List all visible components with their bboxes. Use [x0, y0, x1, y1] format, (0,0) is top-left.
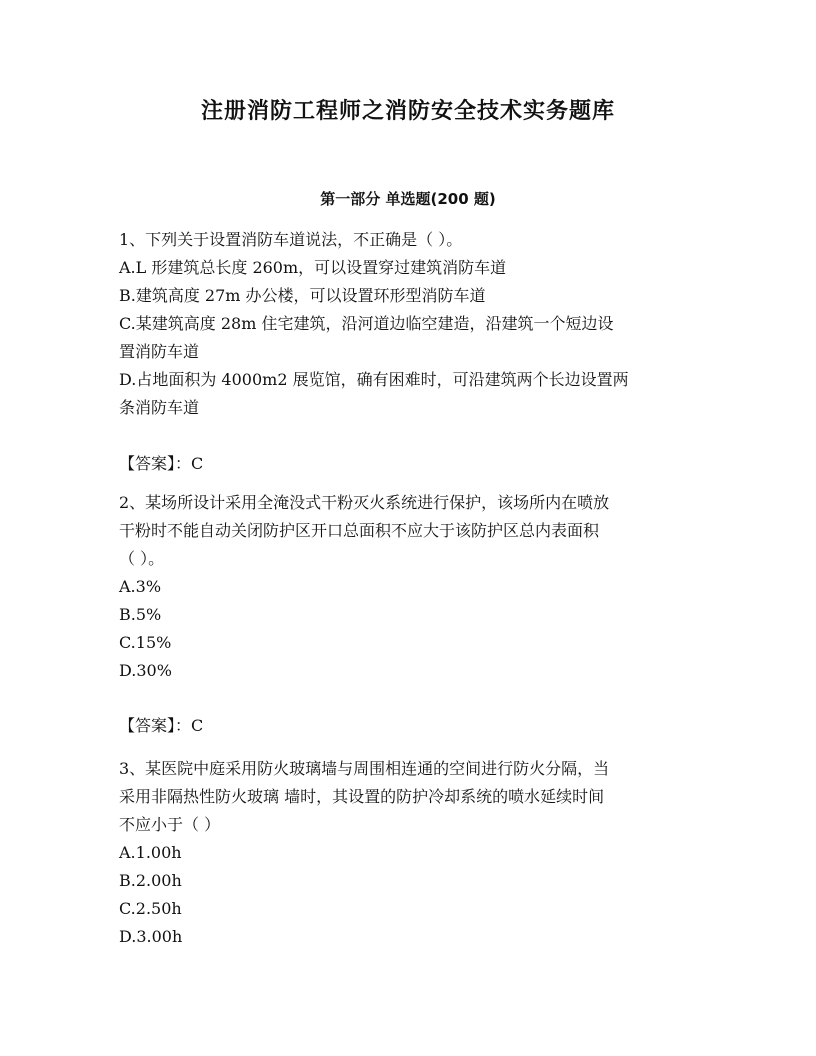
question-3-option-a: A.1.00h [119, 843, 182, 862]
question-3-stem-2: 采用非隔热性防火玻璃 墙时，其设置的防护冷却系统的喷水延续时间 [119, 787, 605, 806]
document-title: 注册消防工程师之消防安全技术实务题库 [200, 99, 615, 124]
question-2-stem-3: （ ）。 [119, 549, 165, 568]
question-2-stem-2: 干粉时不能自动关闭防护区开口总面积不应大于该防护区总内表面积 [119, 521, 600, 540]
question-2-option-b: B.5% [119, 605, 162, 624]
question-1-option-b: B.建筑高度 27m 办公楼，可以设置环形型消防车道 [119, 286, 486, 305]
question-1-option-c-cont: 置消防车道 [119, 342, 200, 361]
question-1-option-a: A.L 形建筑总长度 260m，可以设置穿过建筑消防车道 [119, 258, 507, 277]
question-2-stem-1: 2、某场所设计采用全淹没式干粉灭火系统进行保护，该场所内在喷放 [119, 493, 610, 512]
question-3-stem-3: 不应小于（ ） [119, 815, 221, 834]
question-3-stem-1: 3、某医院中庭采用防火玻璃墙与周围相连通的空间进行防火分隔，当 [119, 759, 610, 778]
question-3-option-c: C.2.50h [119, 899, 182, 918]
question-3-option-b: B.2.00h [119, 871, 182, 890]
section-heading: 第一部分 单选题(200 题) [320, 190, 496, 208]
question-3-option-d: D.3.00h [119, 927, 183, 946]
question-1-stem: 1、下列关于设置消防车道说法，不正确是（ ）。 [119, 230, 463, 249]
question-2-option-c: C.15% [119, 633, 172, 652]
question-1-option-d-cont: 条消防车道 [119, 398, 200, 417]
question-1-option-d: D.占地面积为 4000m2 展览馆，确有困难时，可沿建筑两个长边设置两 [119, 370, 629, 389]
question-1-answer: 【答案】：C [119, 454, 204, 473]
question-2-answer: 【答案】：C [119, 716, 204, 735]
question-2-option-d: D.30% [119, 661, 172, 680]
question-1-option-c: C.某建筑高度 28m 住宅建筑，沿河道边临空建造，沿建筑一个短边设 [119, 314, 614, 333]
question-2-option-a: A.3% [119, 577, 162, 596]
